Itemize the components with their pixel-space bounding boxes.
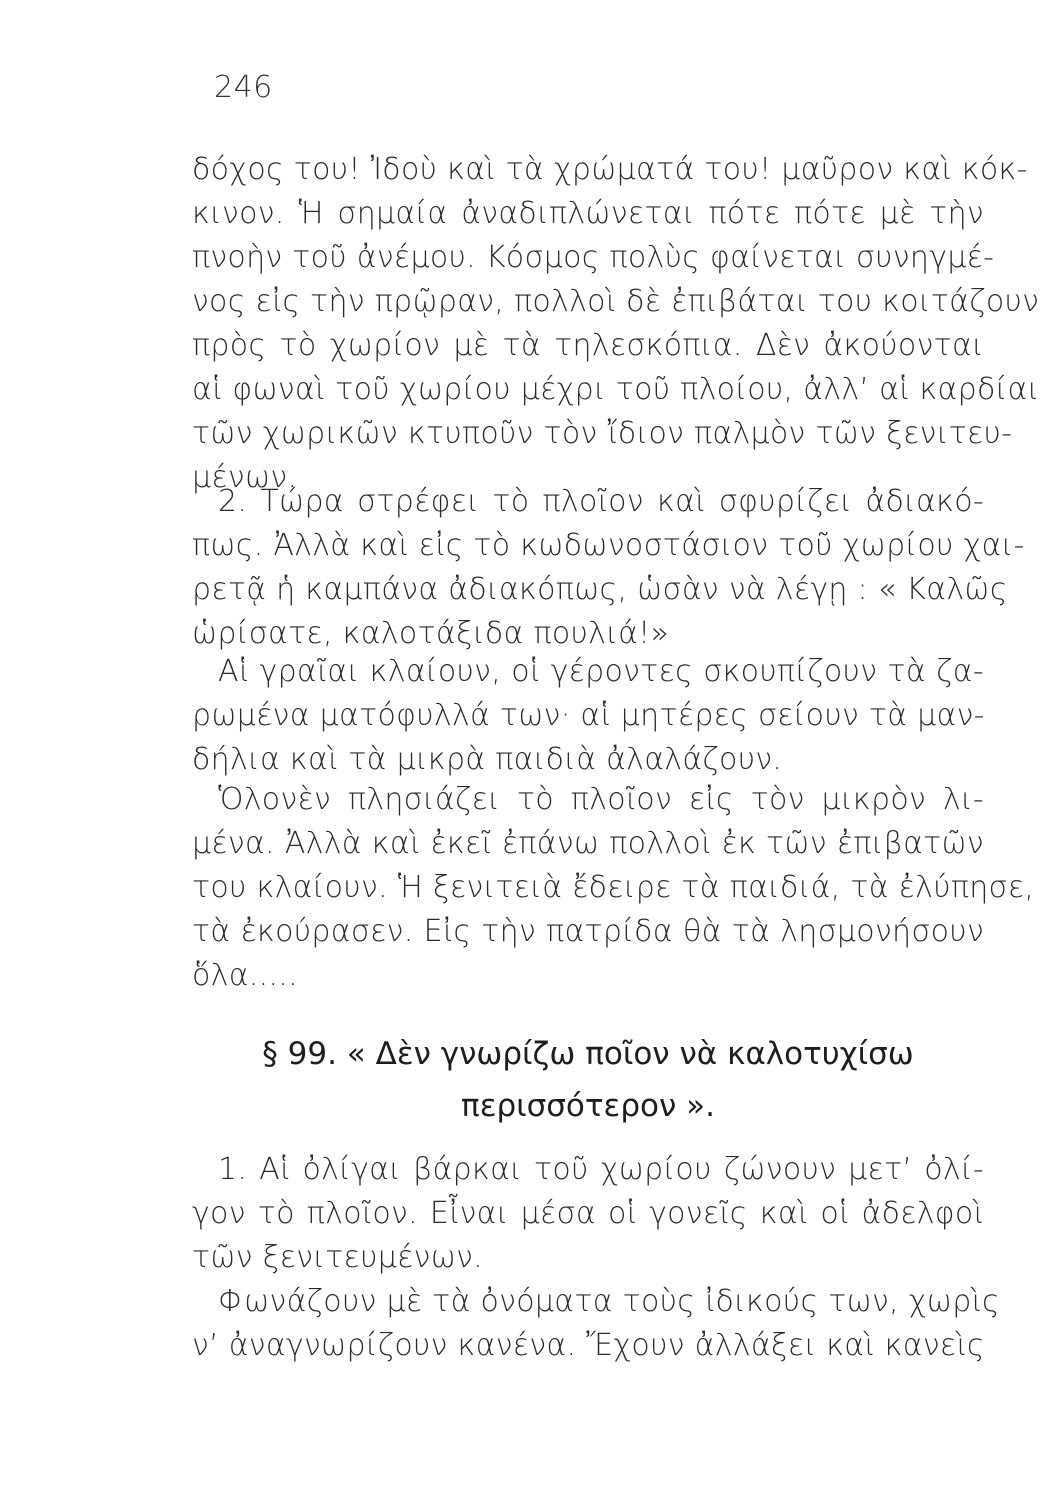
text-line: γον τὸ πλοῖον. Εἶναι μέσα οἱ γονεῖς καὶ οἱ ἀδελφοὶ bbox=[192, 1196, 984, 1231]
text-line: Φωνάζουν μὲ τὰ ὀνόματα τοὺς ἰδικούς των, χωρὶς bbox=[218, 1284, 1000, 1319]
paragraph-continuation bbox=[192, 148, 1040, 500]
text-line: ρωμένα ματόφυλλά των· αἱ μητέρες σείουν τὰ μαν- bbox=[192, 698, 985, 733]
section-heading-line-2: περισσότερον ». bbox=[461, 1088, 715, 1124]
text-line: τῶν ξενιτευμένων. bbox=[192, 1240, 484, 1275]
text-line: μένων. bbox=[192, 460, 298, 495]
text-line: ὡρίσατε, καλοτάξιδα πουλιά!» bbox=[192, 616, 670, 651]
text-line: Ὁλονὲν πλησιάζει τὸ πλοῖον εἰς τὸν μικρὸν λι- bbox=[218, 782, 984, 817]
paragraph-2 bbox=[192, 480, 1025, 656]
text-line: μένα. Ἀλλὰ καὶ ἐκεῖ ἐπάνω πολλοὶ ἐκ τῶν ἐπιβατῶν bbox=[192, 826, 984, 861]
paragraph-5 bbox=[192, 1148, 984, 1280]
text-line: πρὸς τὸ χωρίον μὲ τὰ τηλεσκόπια. Δὲν ἀκούονται bbox=[192, 328, 984, 363]
section-heading-line-1: § 99. « Δὲν γνωρίζω ποῖον νὰ καλοτυχίσω bbox=[262, 1036, 914, 1072]
text-line: πνοὴν τοῦ ἀνέμου. Κόσμος πολὺς φαίνεται συνηγμέ- bbox=[192, 240, 995, 275]
text-line: πως. Ἀλλὰ καὶ εἰς τὸ κωδωνοστάσιον τοῦ χωρίου χαι- bbox=[192, 528, 1025, 563]
paragraph-4 bbox=[192, 778, 1035, 998]
section-heading bbox=[192, 1028, 984, 1132]
text-line: κινον. Ἡ σημαία ἀναδιπλώνεται πότε πότε μὲ τὴν bbox=[192, 196, 984, 231]
text-line: ν’ ἀναγνωρίζουν κανένα. Ἔχουν ἀλλάξει καὶ κανεὶς bbox=[192, 1328, 985, 1363]
paragraph-3 bbox=[192, 650, 984, 782]
text-line: ὅλα..... bbox=[192, 958, 298, 993]
text-line: τῶν χωρικῶν κτυποῦν τὸν ἴδιον παλμὸν τῶν ξενιτευ- bbox=[192, 416, 1013, 451]
text-line: αἱ φωναὶ τοῦ χωρίου μέχρι τοῦ πλοίου, ἀλλ’ αἱ καρδίαι bbox=[192, 372, 1040, 407]
text-line: δόχος του! Ἰδοὺ καὶ τὰ χρώματά του! μαῦρον καὶ κόκ- bbox=[192, 152, 1028, 187]
text-line: δήλια καὶ τὰ μικρὰ παιδιὰ ἀλαλάζουν. bbox=[192, 742, 783, 777]
text-line: νος εἰς τὴν πρῷραν, πολλοὶ δὲ ἐπιβάται του κοιτάζουν bbox=[192, 284, 1040, 319]
text-line: 1. Αἱ ὀλίγαι βάρκαι τοῦ χωρίου ζώνουν μετ’ ὀλί- bbox=[218, 1152, 984, 1187]
text-line: 2. Τώρα στρέφει τὸ πλοῖον καὶ σφυρίζει ἀδιακό- bbox=[218, 484, 984, 519]
paragraph-6 bbox=[192, 1280, 1000, 1368]
text-line: του κλαίουν. Ἡ ξενιτειὰ ἔδειρε τὰ παιδιά, τὰ ἐλύπησε, bbox=[192, 870, 1035, 905]
page-number: 246 bbox=[214, 70, 273, 105]
text-line: ρετᾷ ἡ καμπάνα ἀδιακόπως, ὡσὰν νὰ λέγῃ : « Καλῶς bbox=[192, 572, 1008, 607]
text-line: τὰ ἐκούρασεν. Εἰς τὴν πατρίδα θὰ τὰ λησμονήσουν bbox=[192, 914, 984, 949]
text-line: Αἱ γραῖαι κλαίουν, οἱ γέροντες σκουπίζουν τὰ ζα- bbox=[218, 654, 984, 689]
